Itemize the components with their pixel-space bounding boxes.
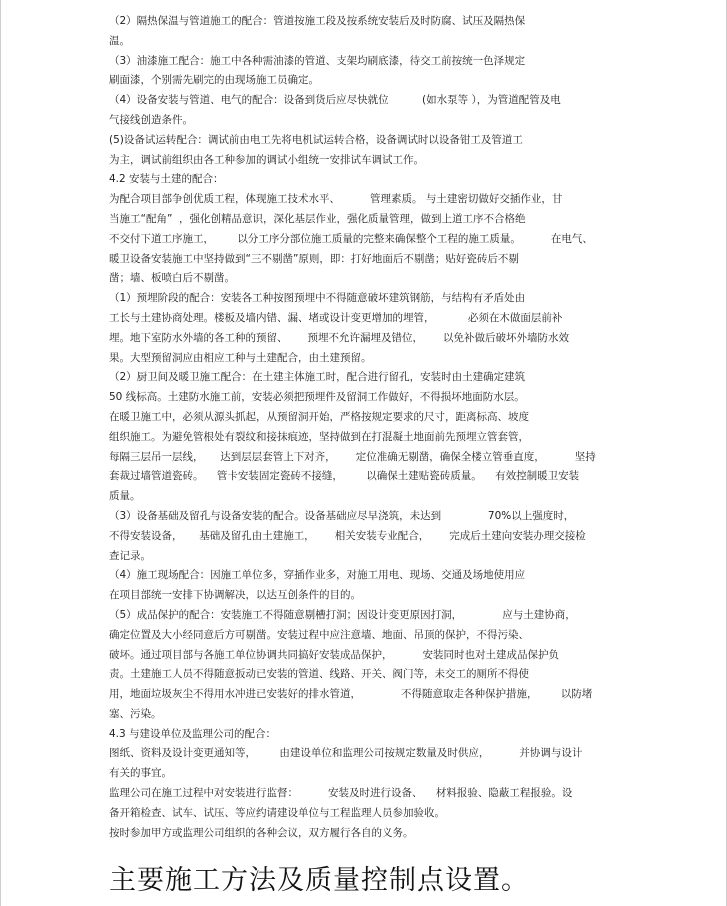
text-line: 监理公司在施工过程中对安装进行监督： 安装及时进行设备、 材料报验、隐蔽工程报验。设 [109, 787, 573, 800]
document-body [109, 12, 619, 843]
text-line: （4）设备安装与管道、电气的配合：设备到货后应尽快就位 (如水泵等 ），为管道配管及电 [109, 94, 561, 107]
text-line: 备开箱检查、试车、试压、等应约请建设单位与工程监理人员参加验收。 [109, 806, 445, 819]
text-line: （2）隔热保温与管道施工的配合：管道按施工段及按系统安装后及时防腐、试压及隔热保 [109, 15, 526, 27]
text-line: 气接线创造条件。 [109, 113, 193, 126]
page-left-border [0, 0, 1, 906]
text-line: 刷面漆，个别需先刷完的由现场施工员确定。 [109, 74, 319, 87]
text-line: 在暖卫施工中，必须从源头抓起，从预留洞开始，严格按规定要求的尺寸，距离标高、坡度 [109, 410, 529, 423]
text-line: （5）成品保护的配合：安装施工不得随意剔槽打洞；因设计变更原因打洞， 应与土建协商， [109, 608, 576, 621]
text-line: 为配合项目部争创优质工程，体现施工技术水平、 管理素质。 与土建密切做好交插作业，甘 [109, 193, 563, 206]
text-line: 当施工“配角” ，强化创精品意识，深化基层作业，强化质量管理，做到上道工序不合格绝 [109, 212, 526, 225]
text-line: 责。土建施工人员不得随意扳动已安装的管道、线路、开关、阀门等，未交工的厕所不得使 [109, 668, 529, 681]
text-line: 按时参加甲方或监理公司组织的各种会议，双方履行各自的义务。 [109, 826, 414, 839]
text-line: 质量。 [109, 490, 141, 503]
text-line: 为主，调试前组织由各工种参加的调试小组统一安排试车调试工作。 [109, 153, 424, 166]
text-line: 埋。地下室防水外墙的各工种的预留、 预埋不允许漏埋及错位， 以免补做后破坏外墙防水效 [109, 331, 570, 344]
text-line: 凿；墙、板喷白后不剔凿。 [109, 272, 235, 285]
text-line: 图纸、资料及设计变更通知等， 由建设单位和监理公司按规定数量及时供应， 并协调与设计 [109, 747, 583, 760]
text-line: 每隔三层吊一层线， 达到层层套管上下对齐， 定位准确无剔凿，确保全楼立管垂直度， 坚持 [109, 450, 596, 463]
text-line: 温。 [109, 34, 130, 47]
text-line: （1）预埋阶段的配合：安装各工种按图预埋中不得随意破坏建筑钢筋，与结构有矛盾处由 [109, 292, 526, 305]
text-line: 暖卫设备安装施工中坚持做到“三不剔凿”原则，即：打好地面后不剔凿；贴好瓷砖后不剔 [109, 252, 519, 265]
text-line: （4）施工现场配合：因施工单位多，穿插作业多，对施工用电、现场、交通及场地使用应 [109, 569, 526, 582]
text-line: 用，地面垃圾灰尘不得用水冲进已安装好的排水管道， 不得随意取走各种保护措施， 以防堵 [109, 688, 593, 701]
section-heading: 主要施工方法及质量控制点设置。 [109, 865, 529, 896]
text-line: 4.3 与建设单位及监理公司的配合： [109, 727, 277, 740]
text-line: 套裁过墙管道瓷砖。 管卡安装固定瓷砖不接缝， 以确保土建贴瓷砖质量。 有效控制暖卫安装 [109, 470, 580, 483]
text-line: 组织施工。为避免管根处有裂纹和接抹痕迹，坚持做到在打混凝土地面前先预埋立管套管， [109, 430, 529, 443]
text-line: 在项目部统一安排下协调解决，以达互创条件的目的。 [109, 589, 361, 602]
text-line: 查记录。 [109, 549, 151, 562]
text-line: （3）油漆施工配合：施工中各种需油漆的管道、支架均刷底漆，待交工前按统一色泽规定 [109, 54, 526, 67]
text-line: 确定位置及大小经同意后方可剔凿。安装过程中应注意墙、地面、吊顶的保护，不得污染、 [109, 628, 529, 641]
text-line: 塞、污染。 [109, 707, 162, 720]
text-line: 破坏。通过项目部与各施工单位协调共同搞好安装成品保护， 安装同时也对土建成品保护负 [109, 648, 560, 661]
text-line: 果。大型预留洞应由相应工种与土建配合，由土建预留。 [109, 351, 372, 364]
text-line: （3）设备基础及留孔与设备安装的配合。设备基础应尽早浇筑，未达到 70%以上强度时， [109, 509, 575, 522]
text-line: （2）厨卫间及暖卫施工配合：在土建主体施工时，配合进行留孔，安装时由土建确定建筑 [109, 371, 526, 384]
text-line: 有关的事宜。 [109, 767, 172, 780]
text-line: 工长与土建协商处理。楼板及墙内错、漏、堵或设计变更增加的埋管， 必须在木做面层前补 [109, 311, 563, 324]
text-line: (5)设备试运转配合：调试前由电工先将电机试运转合格，设备调试时以设备钳工及管道工 [109, 133, 523, 146]
text-line: 不交付下道工序施工， 以分工序分部位施工质量的完整来确保整个工程的施工质量。 在电气、 [109, 232, 593, 245]
text-line: 不得安装设备， 基础及留孔由土建施工， 相关安装专业配合， 完成后土建向安装办理交接检 [109, 529, 586, 542]
text-line: 50 线标高。土建防水施工前，安装必须把预埋件及留洞工作做好，不得损坏地面防水层。 [109, 391, 525, 404]
text-line: 4.2 安装与土建的配合： [109, 173, 224, 186]
